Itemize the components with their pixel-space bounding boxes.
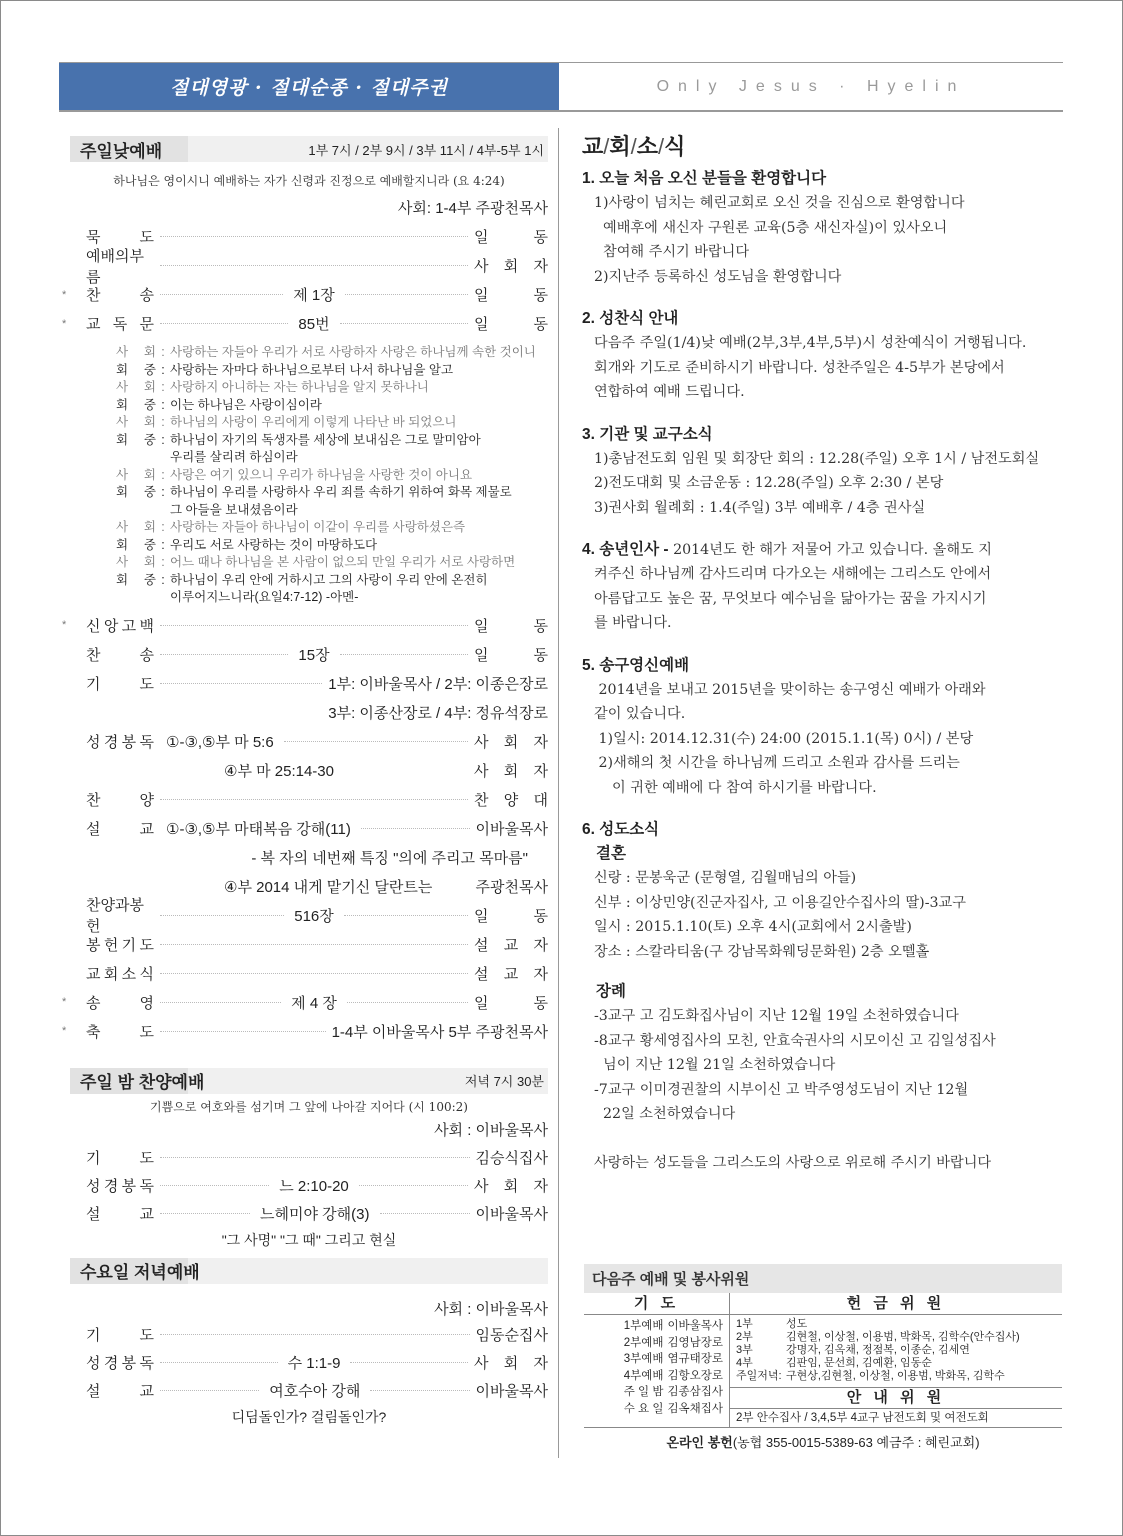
- row-detail: 느 2:10-20: [279, 1178, 349, 1195]
- row-detail: 제 4 장: [291, 994, 337, 1012]
- required-stand-marker: *: [62, 996, 67, 1008]
- prayer-column: 기 도 1부예배 이바울목사 2부예배 김영남장로 3부예배 염규태장로 4부예배 김항오장로 주 일 밤 김종삼집사 수 요 일 김옥채집사: [584, 1293, 730, 1427]
- prayer-assignment: 3부예배 염규태장로: [623, 1353, 723, 1365]
- scripture-reading-row-2: ④부 마 25:14-30 사 회 자: [224, 762, 548, 780]
- worship-order-column: [62, 136, 549, 1429]
- row-label: 송 영: [86, 994, 154, 1012]
- news-line: 1)총남전도회 임원 및 회장단 회의 : 12.28(주일) 오후 1시 / 남전도회실: [594, 450, 1040, 467]
- dotted-leader: [160, 944, 468, 945]
- dotted-leader: [160, 1157, 470, 1158]
- news-item: [582, 538, 1067, 636]
- row-leader: 김승식집사: [475, 1150, 548, 1167]
- order-list-1: [62, 222, 548, 338]
- wedding-line: 신부 : 이상민양(진군자집사, 고 이용길안수집사의 딸)-3교구: [594, 894, 966, 911]
- wedding-line: 신랑 : 문봉욱군 (문형열, 김월매님의 아들): [594, 870, 857, 886]
- row-leader: 일 동: [474, 287, 548, 304]
- row-label: 봉 헌 기 도: [86, 936, 154, 954]
- row-detail: 516장: [294, 907, 334, 925]
- row-leader: 1부: 이바울목사 / 2부: 이종은장로: [328, 675, 548, 693]
- usher-line: 2부 안수집사 / 3,4,5부 4교구 남전도회 및 여전도회: [736, 1412, 989, 1424]
- sermon-row-2: ④부 2014 내게 맡기신 달란트는 주광천목사: [224, 878, 548, 896]
- responsive-line: 사 회 : 사랑하는 자들아 우리가 서로 사랑하자 사랑은 하나님께 속한 것이니: [116, 344, 548, 362]
- prayer-line-2: 3부: 이종산장로 / 4부: 정유석장로: [328, 704, 548, 722]
- dotted-leader: [160, 683, 322, 684]
- row-leader: 일 동: [474, 316, 548, 333]
- row-label: 찬 송: [86, 646, 154, 664]
- dotted-leader: [160, 294, 283, 295]
- column-divider: [558, 128, 559, 1458]
- responsive-line: 회 중 : 하나님이 우리 안에 거하시고 그의 사랑이 우리 안에 온전히: [116, 572, 548, 590]
- prayer-assignment: 수 요 일 김옥채집사: [623, 1402, 723, 1415]
- wednesday-service-header: 수요일 저녁예배: [70, 1258, 548, 1284]
- order-row: [70, 1377, 548, 1405]
- order-row: [70, 1321, 548, 1349]
- evening-service-header: 주일 밤 찬양예배 저녁 7시 30분: [70, 1068, 548, 1094]
- news-heading: 3. 기관 및 교구소식: [582, 425, 713, 443]
- service-host: 사회: 1-4부 주광천목사: [397, 200, 548, 217]
- responsive-line: 사 회 : 사랑하지 아니하는 자는 하나님을 알지 못하나니: [116, 379, 548, 397]
- news-line: 연합하여 예배 드립니다.: [594, 384, 745, 400]
- news-line: 이 귀한 예배에 다 참여 하시기를 바랍니다.: [594, 779, 877, 796]
- row-label: 축 도: [86, 1023, 154, 1041]
- dotted-leader: [160, 265, 468, 266]
- funeral-line: -3교구 고 김도화집사님이 지난 12월 19일 소천하였습니다: [594, 1008, 959, 1024]
- news-item: [582, 167, 1067, 289]
- wedding-heading: 결혼: [596, 845, 626, 862]
- dotted-leader: [160, 1362, 278, 1363]
- news-item: [582, 423, 1067, 521]
- news-line: 1)일시: 2014.12.31(수) 24:00 (2015.1.1(목) 0시) / 본당: [594, 730, 974, 747]
- dotted-leader: [160, 915, 284, 916]
- section-title: 주일낮예배: [80, 141, 163, 161]
- dotted-leader: [160, 1185, 269, 1186]
- news-line: 다음주 주일(1/4)낮 예배(2부,3부,4부,5부)시 성찬예식이 거행됩니다.: [594, 335, 1027, 351]
- order-list-3: [62, 897, 549, 1046]
- row-detail: 여호수아 강해: [269, 1383, 361, 1400]
- responsive-continuation: 우리를 살리려 하심이라: [170, 450, 298, 464]
- row-label: 교 회 소 식: [86, 965, 154, 983]
- dotted-leader: [160, 625, 468, 626]
- required-stand-marker: *: [62, 619, 67, 631]
- dotted-leader: [345, 294, 468, 295]
- speaker: 사 회: [116, 415, 156, 429]
- tagline: Only Jesus · Hyelin: [656, 77, 966, 95]
- responsive-continuation: 그 아들을 보내셨음이라: [170, 502, 298, 517]
- speaker: 사 회: [116, 345, 156, 359]
- offering-assignment: 1부 성도: [736, 1318, 808, 1330]
- dotted-leader: [160, 1334, 470, 1335]
- dotted-leader: [361, 828, 470, 829]
- wednesday-sermon-title: 디딤돌인가? 걸림돌인가?: [231, 1408, 387, 1425]
- responsive-continuation: 이루어지느니라(요일4:7-12) -아멘-: [170, 590, 359, 604]
- order-row: [70, 1200, 548, 1228]
- row-leader: 일 동: [474, 617, 548, 635]
- dotted-leader: [160, 799, 468, 800]
- order-row: [62, 988, 549, 1017]
- dotted-leader: [160, 1213, 250, 1214]
- dotted-leader: [370, 1390, 469, 1391]
- row-label: 성 경 봉 독: [86, 1355, 154, 1372]
- news-heading: 4. 송년인사 - 2014년도 한 해가 저물어 가고 있습니다. 올해도 지: [582, 541, 992, 558]
- news-heading: 2. 성찬식 안내: [582, 310, 679, 327]
- responsive-line: 사 회 : 어느 때나 하나님을 본 사람이 없으되 만일 우리가 서로 사랑하면: [116, 554, 548, 572]
- row-label: 성 경 봉 독: [86, 1178, 154, 1195]
- theme-verse: 하나님은 영이시니 예배하는 자가 신령과 진정으로 예배할지니라 (요 4:24): [113, 174, 505, 188]
- speaker: 사 회: [116, 467, 156, 482]
- row-leader: 일 동: [474, 907, 548, 925]
- prayer-assignment: 1부예배 이바울목사: [623, 1320, 723, 1332]
- news-line: 회개와 기도로 준비하시기 바랍니다. 성찬주일은 4-5부가 본당에서: [594, 359, 1005, 376]
- offering-assignment: 2부 김현철, 이상철, 이용범, 박화목, 김학수(안수집사): [736, 1331, 1020, 1343]
- wedding-line: 장소 : 스칼라티움(구 강남목화웨딩문화원) 2층 오뗄홀: [594, 943, 930, 960]
- order-row: [70, 959, 548, 988]
- condolence-line: 사랑하는 성도들을 그리스도의 사랑으로 위로해 주시기 바랍니다: [594, 1154, 992, 1171]
- scripture-reading-row: 성 경 봉 독 ①-③,⑤부 마 5:6 사 회 자: [70, 727, 548, 756]
- required-stand-marker: *: [62, 317, 67, 330]
- dotted-leader: [340, 654, 468, 655]
- order-row: [62, 1017, 548, 1046]
- order-row: [70, 669, 548, 698]
- row-leader: 임동순집사: [475, 1327, 548, 1344]
- anthem-row: 찬 양 찬 양 대: [86, 791, 548, 809]
- funeral-line: -8교구 황세영집사의 모친, 안효숙권사의 시모이신 고 김일성집사: [594, 1032, 996, 1049]
- row-label: 예배의부름: [86, 247, 144, 286]
- wedding-line: 일시 : 2015.1.10(토) 오후 4시(교회에서 2시출발): [594, 919, 912, 935]
- sermon-subtitle: - 복 자의 네번째 특징 "의에 주리고 목마름": [251, 849, 528, 867]
- row-label: 기 도: [86, 1150, 154, 1167]
- wednesday-host: 사회 : 이바울목사: [434, 1300, 548, 1318]
- news-line: 2)새해의 첫 시간을 하나님께 드리고 소원과 감사를 드리는: [594, 755, 960, 771]
- row-leader: 설 교 자: [474, 965, 548, 983]
- offering-assignment: 4부 김판임, 문선희, 김예환, 임동순: [736, 1357, 932, 1369]
- prayer-assignment: 주 일 밤 김종삼집사: [623, 1386, 723, 1398]
- required-stand-marker: *: [62, 1025, 67, 1037]
- order-row: [62, 611, 548, 640]
- dotted-leader: [160, 323, 288, 324]
- order-row: [70, 930, 548, 959]
- responsive-line: 사 회 : 하나님의 사랑이 우리에게 이렇게 나타난 바 되었으니: [116, 414, 548, 432]
- dotted-leader: [380, 1213, 470, 1214]
- dotted-leader: [160, 1390, 259, 1391]
- responsive-line: 사 회 : 사랑은 여기 있으니 우리가 하나님을 사랑한 것이 아니요: [116, 467, 548, 485]
- news-line: 2)전도대회 및 소금운동 : 12.28(주일) 오후 2:30 / 본당: [594, 475, 944, 491]
- staff-title: 다음주 예배 및 봉사위원: [584, 1264, 1062, 1293]
- order-row: [70, 1172, 548, 1200]
- sermon-row: 설 교 ①-③,⑤부 마태복음 강해(11) 이바울목사: [86, 820, 548, 838]
- row-label: 기 도: [86, 675, 154, 693]
- speaker: 사 회: [116, 380, 156, 394]
- responsive-line: 회 중 : 하나님이 우리를 사랑하사 우리 죄를 속하기 위하여 화목 제물로: [116, 484, 548, 502]
- row-label: 성 경 봉 독: [86, 733, 154, 751]
- row-leader: 이바울목사: [475, 1206, 548, 1223]
- row-detail: 85번: [298, 316, 330, 333]
- dotted-leader: [160, 236, 468, 237]
- funeral-line: -7교구 이미경권찰의 시부이신 고 박주영성도님이 지난 12월: [594, 1081, 969, 1098]
- row-detail: 15장: [298, 646, 330, 664]
- offering-column: 헌 금 위 원 1부 성도 2부 김현철, 이상철, 이용범, 박화목, 김학수(안수집사) 3부 강명자, 김옥채, 정점복, 이종순, 김세연 4부 김판임, 문선희, 김예환, 임동순 주일저녁: 구현상,김현철, 이상철, 이용범, 박화목, 김학수 안 내 위 원 2부 안수집사 / 3,4,5부 4교구 남전도회 및 여전도회: [730, 1293, 1062, 1427]
- news-line: 예배후에 새신자 구원론 교육(5층 새신자실)이 있사오니: [594, 219, 948, 236]
- order-row: [70, 1349, 548, 1377]
- news-line: 1)사랑이 넘치는 혜린교회로 오신 것을 진심으로 환영합니다: [594, 195, 965, 211]
- order-row: [70, 897, 548, 935]
- speaker: 사 회: [116, 520, 156, 534]
- dotted-leader: [284, 741, 468, 742]
- news-heading: 5. 송구영신예배: [582, 656, 690, 674]
- church-news-column: [582, 130, 1067, 1175]
- service-times: 1부 7시 / 2부 9시 / 3부 11시 / 4부-5부 1시: [308, 142, 544, 158]
- speaker: 사 회: [116, 555, 156, 569]
- dotted-leader: [160, 654, 288, 655]
- news-list: [582, 167, 1067, 1175]
- responsive-reading: [70, 344, 548, 607]
- funeral-heading: 장례: [596, 983, 626, 1000]
- dotted-leader: [347, 1002, 468, 1003]
- news-line: 같이 있습니다.: [594, 706, 686, 722]
- row-label: 교 독 문: [86, 316, 154, 333]
- row-leader: 일 동: [474, 646, 548, 664]
- evening-host: 사회 : 이바울목사: [434, 1121, 548, 1139]
- dotted-leader: [160, 1002, 281, 1003]
- dotted-leader: [160, 1031, 326, 1032]
- dotted-leader: [344, 915, 468, 916]
- dotted-leader: [160, 973, 468, 974]
- motto-banner: 절대영광 · 절대순종 · 절대주권: [59, 63, 559, 110]
- required-stand-marker: *: [62, 288, 67, 301]
- row-detail: 수 1:1-9: [287, 1355, 341, 1372]
- online-offering: 온라인 봉헌(농협 355-0015-5389-63 예금주 : 혜린교회): [666, 1435, 980, 1450]
- order-row: [70, 1144, 548, 1172]
- order-row: [70, 640, 548, 669]
- row-label: 설 교: [86, 1383, 154, 1400]
- funeral-line: 22일 소천하였습니다: [594, 1106, 736, 1122]
- news-line: 2)지난주 등록하신 성도님을 환영합니다: [594, 268, 842, 285]
- evening-sermon-title: "그 사명" "그 때" 그리고 현실: [221, 1231, 397, 1248]
- offering-assignment: 3부 강명자, 김옥채, 정점복, 이종순, 김세연: [736, 1344, 970, 1356]
- row-leader: 이바울목사: [475, 1383, 548, 1400]
- news-heading: 1. 오늘 처음 오신 분들을 환영합니다: [582, 170, 827, 187]
- news-heading: 6. 성도소식: [582, 821, 660, 838]
- news-line: 3)권사회 월례회 : 1.4(주일) 3부 예배후 / 4층 권사실: [594, 499, 926, 516]
- responsive-line: 회 중 : 우리도 서로 사랑하는 것이 마땅하도다: [116, 537, 548, 555]
- row-detail: 제 1장: [293, 287, 335, 304]
- news-title: 교/회/소/식: [582, 134, 686, 159]
- evening-order: [70, 1144, 548, 1228]
- responsive-line: 회 중 : 하나님이 자기의 독생자를 세상에 보내심은 그로 말미암아: [116, 432, 548, 450]
- row-label: 설 교: [86, 1206, 154, 1223]
- speaker: 회 중: [116, 432, 156, 447]
- row-label: 묵 도: [86, 229, 154, 246]
- news-line: 참여해 주시기 바랍니다: [594, 244, 750, 260]
- speaker: 회 중: [116, 537, 156, 552]
- responsive-line: 회 중 : 이는 하나님은 사랑이심이라: [116, 397, 548, 415]
- prayer-assignment: 4부예배 김항오장로: [623, 1369, 723, 1382]
- funeral-line: 님이 지난 12월 21일 소천하였습니다: [594, 1057, 836, 1073]
- staff-table: [584, 1264, 1062, 1451]
- order-row: [70, 247, 548, 286]
- row-label: 신 앙 고 백: [86, 617, 154, 635]
- row-label: 기 도: [86, 1327, 154, 1344]
- dotted-leader: [340, 323, 468, 324]
- news-item: [582, 654, 1067, 801]
- order-list-2: [62, 611, 548, 698]
- dotted-leader: [350, 1362, 468, 1363]
- wednesday-order: [70, 1321, 548, 1405]
- offering-assignment: 주일저녁: 구현상,김현철, 이상철, 이용범, 박화목, 김학수: [736, 1370, 1005, 1382]
- news-item: [582, 307, 1067, 405]
- responsive-line: 사 회 : 사랑하는 자들아 하나님이 이같이 우리를 사랑하셨은즉: [116, 519, 548, 537]
- evening-verse: 기쁨으로 여호와를 섬기며 그 앞에 나아갈 지어다 (시 100:2): [150, 1099, 468, 1114]
- news-line: 켜주신 하나님께 감사드리며 다가오는 새해에는 그리스도 안에서: [594, 566, 992, 582]
- speaker: 회 중: [116, 397, 156, 412]
- speaker: 회 중: [116, 485, 156, 499]
- row-leader: 사 회 자: [474, 1355, 549, 1372]
- row-leader: 1-4부 이바울목사 5부 주광천목사: [331, 1023, 548, 1041]
- news-line: 아름답고도 높은 꿈, 무엇보다 예수님을 닮아가는 꿈을 가지시기: [594, 590, 987, 607]
- row-leader: 사 회 자: [474, 1178, 549, 1195]
- row-detail: 느헤미야 강해(3): [260, 1206, 370, 1223]
- bulletin-header: [59, 62, 1063, 112]
- news-line: 를 바랍니다.: [594, 615, 672, 631]
- news-item: [582, 818, 1067, 842]
- dotted-leader: [359, 1185, 468, 1186]
- row-leader: 일 동: [474, 229, 548, 246]
- news-line: 2014년을 보내고 2015년을 맞이하는 송구영신 예배가 아래와: [594, 681, 986, 698]
- speaker: 회 중: [116, 572, 156, 587]
- row-label: 찬 송: [86, 287, 154, 304]
- row-leader: 일 동: [474, 994, 549, 1012]
- responsive-line: 회 중 : 사랑하는 자마다 하나님으로부터 나서 하나님을 알고: [116, 362, 548, 380]
- row-leader: 사 회 자: [474, 258, 548, 275]
- row-label: 찬양과봉헌: [86, 897, 144, 935]
- prayer-assignment: 2부예배 김영남장로: [623, 1336, 723, 1349]
- speaker: 회 중: [116, 362, 156, 377]
- sunday-service-header: [70, 136, 548, 162]
- order-row: [62, 309, 548, 338]
- order-row: [62, 280, 548, 309]
- row-leader: 설 교 자: [474, 936, 548, 954]
